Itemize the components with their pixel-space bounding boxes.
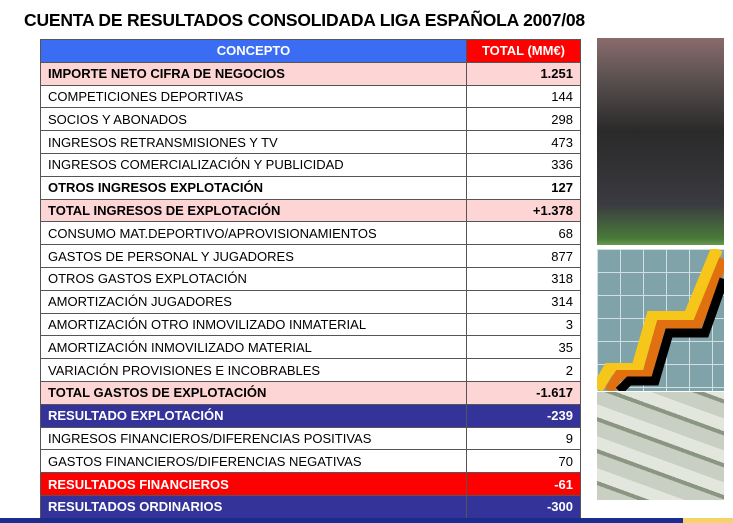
- row-label: TOTAL GASTOS DE EXPLOTACIÓN: [41, 381, 467, 404]
- row-value: 1.251: [467, 62, 581, 85]
- footer-bar: [0, 518, 683, 523]
- table-row: [41, 85, 581, 108]
- table-row: [41, 359, 581, 382]
- table-row: [41, 199, 581, 222]
- row-label: AMORTIZACIÓN OTRO INMOVILIZADO INMATERIAL: [41, 313, 467, 336]
- table-row: [41, 495, 581, 518]
- row-value: -239: [467, 404, 581, 427]
- row-label: OTROS INGRESOS EXPLOTACIÓN: [41, 176, 467, 199]
- row-value: 9: [467, 427, 581, 450]
- row-label: RESULTADOS ORDINARIOS: [41, 495, 467, 518]
- table-header: [41, 40, 581, 63]
- table-row: [41, 153, 581, 176]
- header-total: TOTAL (MM€): [467, 40, 581, 63]
- footer-bar-accent: [683, 518, 733, 523]
- row-value: 473: [467, 131, 581, 154]
- row-label: SOCIOS Y ABONADOS: [41, 108, 467, 131]
- row-value: 314: [467, 290, 581, 313]
- table-row: [41, 222, 581, 245]
- table-row: [41, 62, 581, 85]
- table-row: [41, 313, 581, 336]
- row-value: 298: [467, 108, 581, 131]
- row-label: INGRESOS FINANCIEROS/DIFERENCIAS POSITIVAS: [41, 427, 467, 450]
- table-row: [41, 176, 581, 199]
- row-value: 336: [467, 153, 581, 176]
- row-label: AMORTIZACIÓN JUGADORES: [41, 290, 467, 313]
- row-value: 70: [467, 450, 581, 473]
- rising-chart-image: [597, 249, 724, 391]
- row-label: GASTOS FINANCIEROS/DIFERENCIAS NEGATIVAS: [41, 450, 467, 473]
- row-value: 877: [467, 245, 581, 268]
- table-row: [41, 245, 581, 268]
- table-row: [41, 267, 581, 290]
- row-label: OTROS GASTOS EXPLOTACIÓN: [41, 267, 467, 290]
- table-row: [41, 336, 581, 359]
- row-label: CONSUMO MAT.DEPORTIVO/APROVISIONAMIENTOS: [41, 222, 467, 245]
- row-label: IMPORTE NETO CIFRA DE NEGOCIOS: [41, 62, 467, 85]
- row-value: 68: [467, 222, 581, 245]
- table-row: [41, 290, 581, 313]
- row-value: -61: [467, 473, 581, 496]
- table-row: [41, 427, 581, 450]
- table-row: [41, 473, 581, 496]
- income-statement-table: [40, 39, 581, 519]
- row-label: RESULTADOS FINANCIEROS: [41, 473, 467, 496]
- row-label: RESULTADO EXPLOTACIÓN: [41, 404, 467, 427]
- page-title: CUENTA DE RESULTADOS CONSOLIDADA LIGA ESPAÑOLA 2007/08: [24, 10, 585, 30]
- row-value: -300: [467, 495, 581, 518]
- row-label: GASTOS DE PERSONAL Y JUGADORES: [41, 245, 467, 268]
- row-label: INGRESOS RETRANSMISIONES Y TV: [41, 131, 467, 154]
- row-value: 3: [467, 313, 581, 336]
- row-label: COMPETICIONES DEPORTIVAS: [41, 85, 467, 108]
- row-label: AMORTIZACIÓN INMOVILIZADO MATERIAL: [41, 336, 467, 359]
- row-value: 318: [467, 267, 581, 290]
- dollar-bills-photo: [597, 392, 724, 500]
- table-row: [41, 108, 581, 131]
- header-concept: CONCEPTO: [41, 40, 467, 63]
- row-value: 144: [467, 85, 581, 108]
- row-value: +1.378: [467, 199, 581, 222]
- row-value: 127: [467, 176, 581, 199]
- table-row: [41, 381, 581, 404]
- table-row: [41, 404, 581, 427]
- row-label: VARIACIÓN PROVISIONES E INCOBRABLES: [41, 359, 467, 382]
- row-value: 35: [467, 336, 581, 359]
- table-row: [41, 131, 581, 154]
- row-label: INGRESOS COMERCIALIZACIÓN Y PUBLICIDAD: [41, 153, 467, 176]
- row-value: 2: [467, 359, 581, 382]
- row-label: TOTAL INGRESOS DE EXPLOTACIÓN: [41, 199, 467, 222]
- football-managers-photo: [597, 38, 724, 245]
- table-row: [41, 450, 581, 473]
- row-value: -1.617: [467, 381, 581, 404]
